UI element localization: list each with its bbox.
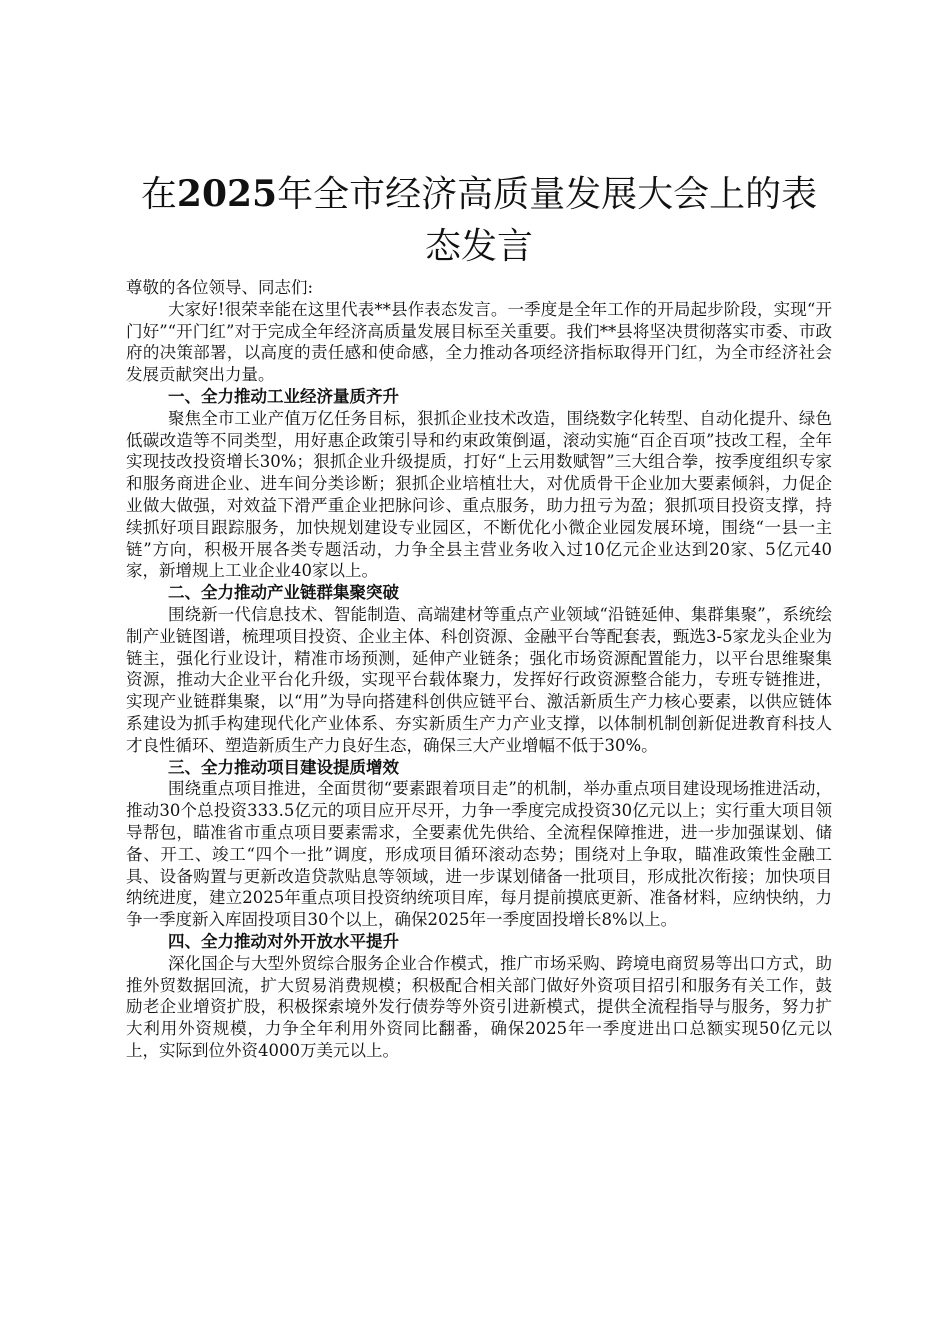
section-body-4: 深化国企与大型外贸综合服务企业合作模式，推广市场采购、跨境电商贸易等出口方式，助推外贸数据回流，扩大贸易消费规模；积极配合相关部门做好外资项目招引和服务有关工作，鼓励老企业增资扩股，积极探索境外发行债券等外资引进新模式，提供全流程指导与服务，努力扩大利用外资规模，力争全年利用外资同比翻番，确保2025年一季度进出口总额实现50亿元以上，实际到位外资4000万美元以上。 bbox=[126, 953, 832, 1060]
document-page bbox=[126, 168, 832, 1062]
section-body-2: 围绕新一代信息技术、智能制造、高端建材等重点产业领域“沿链延伸、集群集聚”，系统绘制产业链图谱，梳理项目投资、企业主体、科创资源、金融平台等配套表，甄选3-5家龙头企业为链主，强化行业设计，精准市场预测，延伸产业链条；强化市场资源配置能力，以平台思维聚集资源，推动大企业平台化升级，实现平台载体聚力，发挥好行政资源整合能力，专班专链推进，实现产业链群集聚，以“用”为导向搭建科创供应链平台、激活新质生产力核心要素，以供应链体系建设为抓手构建现代化产业体系、夯实新质生产力产业支撑，以体制机制创新促进教育科技人才良性循环、塑造新质生产力良好生态，确保三大产业增幅不低于30%。 bbox=[126, 604, 832, 755]
document-title bbox=[126, 168, 832, 273]
intro-paragraph: 大家好!很荣幸能在这里代表**县作表态发言。一季度是全年工作的开局起步阶段，实现“开门好”“开门红”对于完成全年经济高质量发展目标至关重要。我们**县将坚决贯彻落实市委、市政府的决策部署，以高度的责任感和使命感，全力推动各项经济指标取得开门红，为全市经济社会发展贡献突出力量。 bbox=[126, 299, 832, 385]
title-suffix: 年全市经济高质量发展大会上的表态发言 bbox=[277, 174, 818, 267]
section-body-1: 聚焦全市工业产值万亿任务目标，狠抓企业技术改造，围绕数字化转型、自动化提升、绿色低碳改造等不同类型，用好惠企政策引导和约束政策倒逼，滚动实施“百企百项”技改工程，全年实现技改投资增长30%；狠抓企业升级提质，打好“上云用数赋智”三大组合拳，按季度组织专家和服务商进企业、进车间分类诊断；狠抓企业培植壮大，对优质骨干企业加大要素倾斜，力促企业做大做强，对效益下滑严重企业把脉问诊、重点服务，助力扭亏为盈；狠抓项目投资支撑，持续抓好项目跟踪服务，加快规划建设专业园区，不断优化小微企业园发展环境，围绕“一县一主链”方向，积极开展各类专题活动，力争全县主营业务收入过10亿元企业达到20家、5亿元40家，新增规上工业企业40家以上。 bbox=[126, 408, 832, 581]
section-body-3: 围绕重点项目推进，全面贯彻“要素跟着项目走”的机制，举办重点项目建设现场推进活动，推动30个总投资333.5亿元的项目应开尽开，力争一季度完成投资30亿元以上；实行重大项目领导帮包，瞄准省市重点项目要素需求，全要素优先供给、全流程保障推进，进一步加强谋划、储备、开工、竣工“四个一批”调度，形成项目循环滚动态势；围绕对上争取，瞄准政策性金融工具、设备购置与更新改造贷款贴息等领域，进一步谋划储备一批项目，形成批次衔接；加快项目纳统进度，建立2025年重点项目投资纳统项目库，每月提前摸底更新、准备材料，应纳快纳，力争一季度新入库固投项目30个以上，确保2025年一季度固投增长8%以上。 bbox=[126, 779, 832, 930]
section-heading-2: 二、全力推动产业链群集聚突破 bbox=[168, 583, 399, 603]
section-heading-1: 一、全力推动工业经济量质齐升 bbox=[168, 386, 399, 406]
salutation: 尊敬的各位领导、同志们: bbox=[126, 278, 314, 297]
section-heading-4: 四、全力推动对外开放水平提升 bbox=[168, 931, 399, 951]
title-prefix: 在 bbox=[140, 174, 177, 215]
section-heading-3: 三、全力推动项目建设提质增效 bbox=[168, 757, 399, 777]
title-year: 2025 bbox=[176, 173, 278, 215]
